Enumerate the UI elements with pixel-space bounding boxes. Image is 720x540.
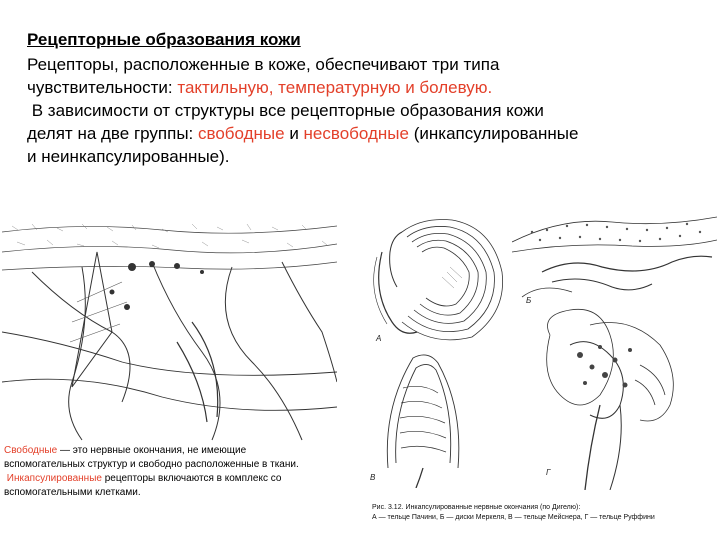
figure-caption-line1: Рис. 3.12. Инкапсулированные нервные окончания (по Дигелю): <box>372 504 581 511</box>
para1-line1: Рецепторы, расположенные в коже, обеспечивают три типа <box>27 55 500 74</box>
label-b: Б <box>526 296 532 305</box>
para2-prefix: делят на две группы: <box>27 124 198 143</box>
meissner-corpuscle-figure <box>368 348 478 488</box>
pacinian-drawing <box>362 212 512 347</box>
merkel-drawing <box>512 212 717 312</box>
caption-free-text: — это нервные окончания, не имеющие вспомогательных структур и свободно расположенные в ткани. <box>4 445 299 470</box>
slide-body <box>27 53 707 168</box>
free-encapsulated-caption <box>4 444 324 500</box>
label-a: А <box>376 334 382 343</box>
caption-free-term: Свободные <box>4 445 58 456</box>
pacinian-corpuscle-figure <box>362 212 512 347</box>
ruffini-corpuscle-figure <box>530 305 715 490</box>
label-g: Г <box>546 468 551 477</box>
para2-suffix: (инкапсулированные <box>408 124 579 143</box>
para1-prefix: чувствительности: <box>27 78 178 97</box>
caption-encaps-text: рецепторы включаются в комплекс со вспомогательными клетками. <box>4 473 282 498</box>
para2-line2 <box>27 122 707 145</box>
slide-title: Рецепторные образования кожи <box>27 30 301 49</box>
para1-line2 <box>27 76 707 99</box>
figure-caption-line2: А — тельце Пачини, Б — диски Меркеля, В — тельце Мейснера, Г — тельце Руффини <box>372 514 655 521</box>
ruffini-drawing <box>530 305 715 490</box>
term-free: свободные <box>198 124 285 143</box>
caption-encaps-term: Инкапсулированные <box>6 473 102 484</box>
figure-caption <box>372 503 692 523</box>
para2-line1: В зависимости от структуры все рецепторные образования кожи <box>27 101 544 120</box>
free-nerve-endings-figure <box>2 212 337 442</box>
label-v: В <box>370 473 376 482</box>
merkel-discs-figure <box>512 212 717 312</box>
meissner-drawing <box>368 348 478 488</box>
sensitivity-types: тактильную, температурную и болевую. <box>177 78 493 97</box>
term-nonfree: несвободные <box>303 124 409 143</box>
para2-and: и <box>284 124 304 143</box>
free-endings-drawing <box>2 212 337 442</box>
para2-line3: и неинкапсулированные). <box>27 147 230 166</box>
